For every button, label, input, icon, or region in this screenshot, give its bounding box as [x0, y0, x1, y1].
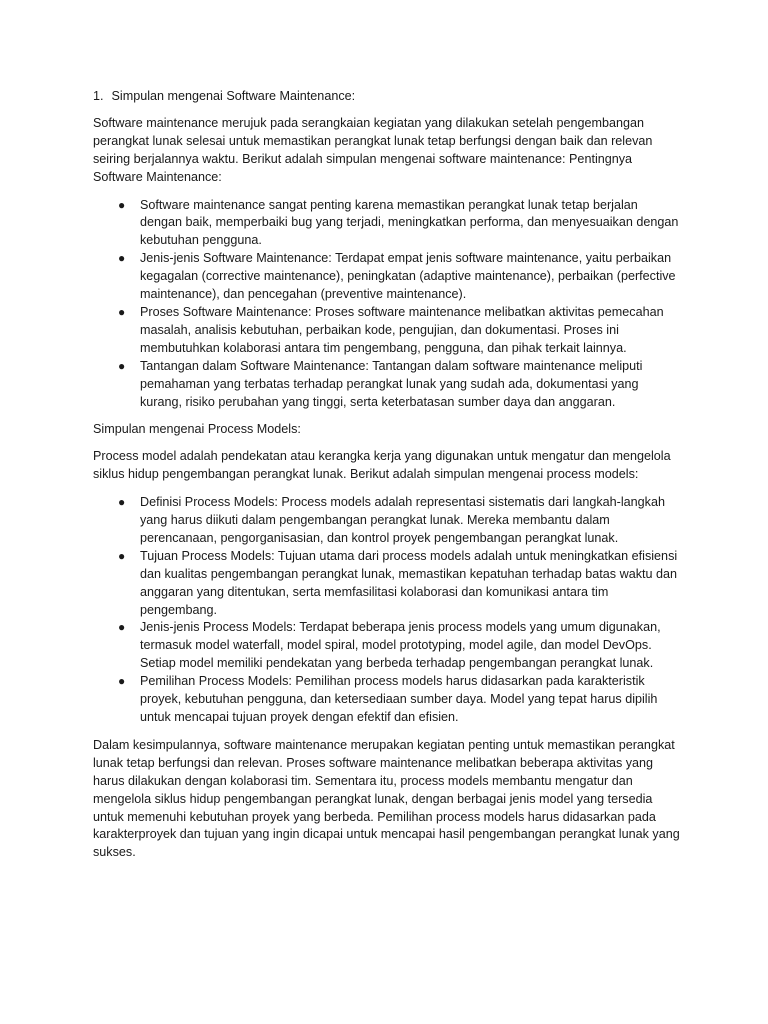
list-item — [93, 494, 683, 548]
list-item-text: Software maintenance sangat penting karena memastikan perangkat lunak tetap berjalan dengan baik, memperbaiki bug yang terjadi, meningkatkan performa, dan menyesuaikan dengan kebutuhan pengguna. — [140, 197, 679, 248]
bullet-icon: ● — [118, 495, 126, 510]
bullet-icon: ● — [118, 548, 126, 563]
bullet-icon: ● — [118, 304, 126, 319]
list-item-text: Pemilihan Process Models: Pemilihan process models harus didasarkan pada karakteristik proyek, kebutuhan pengguna, dan ketersediaan sumber daya. Model yang tepat harus dipilih untuk mencapai tujuan proyek dengan efektif dan efisien. — [140, 674, 658, 724]
bullet-icon: ● — [118, 620, 126, 635]
section-1-title: Simpulan mengenai Software Maintenance: — [111, 89, 356, 103]
list-item-text: Tujuan Process Models: Tujuan utama dari process models adalah untuk meningkatkan efisiensi dan kualitas pengembangan perangkat lunak, memastikan kepatuhan terhadap batas waktu dan anggaran yang ditentukan, serta memfasilitasi kolaborasi dan komunikasi antara tim pengembang. — [140, 548, 678, 617]
list-item-text: Tantangan dalam Software Maintenance: Tantangan dalam software maintenance meliputi pemahaman yang terbatas terhadap perangkat lunak yang sudah ada, dokumentasi yang kurang, risiko perubahan yang tinggi, serta keterbatasan sumber daya dan anggaran. — [140, 358, 643, 409]
list-item — [93, 250, 683, 304]
list-item — [93, 197, 683, 251]
list-item-text: Jenis-jenis Software Maintenance: Terdapat empat jenis software maintenance, yaitu perbaikan kegagalan (corrective maintenance), peningkatan (adaptive maintenance), perbaikan (perfective maintenance), dan pencegahan (preventive maintenance). — [140, 251, 676, 302]
list-item — [93, 358, 683, 412]
section-1-heading — [93, 88, 683, 106]
section-1-intro: Software maintenance merujuk pada serangkaian kegiatan yang dilakukan setelah pengembangan perangkat lunak selesai untuk memastikan perangkat lunak tetap berfungsi dengan baik dan relevan seiring berjalannya waktu. Berikut adalah simpulan mengenai software maintenance: Pentingnya Software Maintenance: — [93, 115, 653, 184]
list-item — [93, 673, 683, 727]
document-page — [93, 88, 683, 872]
bullet-icon: ● — [118, 674, 126, 689]
section-1-bullet-list — [93, 197, 683, 412]
bullet-icon: ● — [118, 358, 126, 373]
bullet-icon: ● — [118, 197, 126, 212]
list-item-text: Definisi Process Models: Process models adalah representasi sistematis dari langkah-langkah yang harus diikuti dalam pengembangan perangkat lunak. Mereka membantu dalam perencanaan, pengorganisasian, dan kontrol proyek pengembangan perangkat lunak. — [140, 495, 665, 545]
list-item — [93, 548, 683, 620]
section-2-bullet-list — [93, 494, 683, 727]
bullet-icon: ● — [118, 251, 126, 266]
list-item-text: Proses Software Maintenance: Proses software maintenance melibatkan aktivitas pemecahan masalah, analisis kebutuhan, perbaikan kode, pengujian, dan dokumentasi. Proses ini membutuhkan kolaborasi antara tim pengembang, pengguna, dan pihak terkait lainnya. — [140, 304, 664, 355]
list-item-text: Jenis-jenis Process Models: Terdapat beberapa jenis process models yang umum digunakan, termasuk model waterfall, model spiral, model prototyping, model agile, dan model DevOps. Setiap model memiliki pendekatan yang berbeda terhadap pengembangan perangkat lunak. — [140, 620, 661, 671]
section-2-heading: Simpulan mengenai Process Models: — [93, 422, 301, 437]
list-item — [93, 304, 683, 358]
section-2-intro: Process model adalah pendekatan atau kerangka kerja yang digunakan untuk mengatur dan mengelola siklus hidup pengembangan perangkat lunak. Berikut adalah simpulan mengenai process models: — [93, 449, 671, 482]
conclusion-paragraph: Dalam kesimpulannya, software maintenance merupakan kegiatan penting untuk memastikan perangkat lunak tetap berfungsi dan relevan. Proses software maintenance melibatkan beberapa aktivitas yang harus dilakukan dengan kolaborasi tim. Sementara itu, process models membantu mengatur dan mengelola siklus hidup pengembangan perangkat lunak, dengan berbagai jenis model yang tersedia untuk memenuhi kebutuhan proyek yang berbeda. Pemilihan process models harus didasarkan pada karakterproyek dan tujuan yang ingin dicapai untuk mencapai hasil pengembangan perangkat lunak yang sukses. — [93, 737, 680, 860]
list-item — [93, 619, 683, 673]
section-1-number: 1. — [93, 89, 104, 103]
